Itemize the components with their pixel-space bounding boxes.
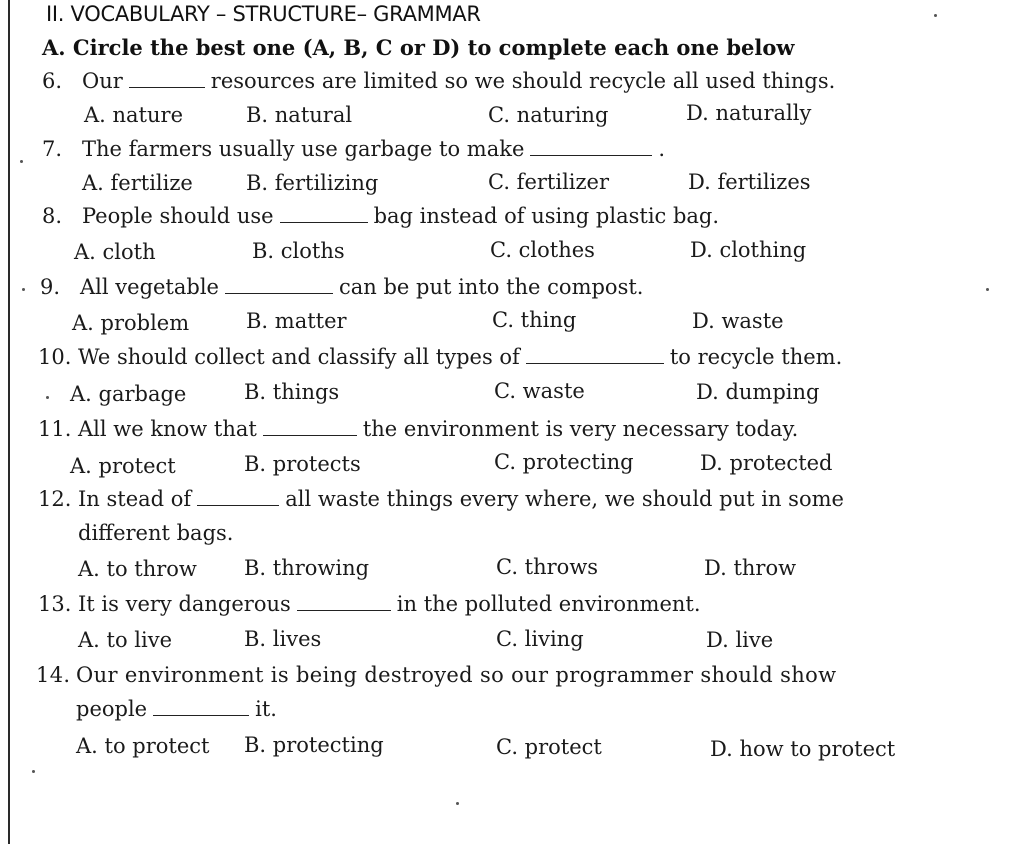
option-a[interactable]: A. to live	[78, 628, 172, 652]
option-b[interactable]: B. things	[244, 380, 340, 404]
answer-blank	[263, 434, 357, 436]
option-b[interactable]: B. fertilizing	[246, 171, 379, 195]
option-a[interactable]: A. protect	[70, 454, 176, 478]
option-d[interactable]: D. how to protect	[710, 737, 896, 761]
section-title: II. VOCABULARY – STRUCTURE– GRAMMAR	[46, 2, 481, 26]
instruction: A. Circle the best one (A, B, C or D) to complete each one below	[42, 35, 795, 60]
question-12-continuation: different bags.	[78, 521, 234, 545]
question-14	[36, 663, 836, 687]
option-c[interactable]: C. protect	[496, 735, 602, 759]
option-b[interactable]: B. matter	[246, 309, 347, 333]
answer-blank	[526, 362, 664, 364]
question-text-before: We should collect and classify all types of	[78, 345, 520, 369]
question-number: 7.	[42, 137, 63, 161]
scan-speck	[456, 802, 459, 805]
question-text-after: to recycle them.	[669, 345, 843, 369]
question-text-after: .	[658, 137, 666, 161]
answer-blank	[197, 504, 279, 506]
option-d[interactable]: D. protected	[700, 451, 833, 475]
question-number: 12.	[38, 487, 72, 511]
question-text-before: people	[76, 697, 148, 721]
question-number: 14.	[36, 663, 71, 687]
option-b[interactable]: B. cloths	[252, 239, 345, 263]
question-10	[38, 345, 842, 369]
question-text-after: bag instead of using plastic bag.	[373, 204, 720, 228]
scan-speck	[934, 14, 937, 17]
option-c[interactable]: C. fertilizer	[488, 170, 610, 194]
question-number: 9.	[40, 275, 61, 299]
option-c[interactable]: C. protecting	[494, 450, 634, 474]
scan-speck	[32, 770, 35, 773]
option-d[interactable]: D. fertilizes	[688, 170, 811, 194]
question-text-before: Our environment is being destroyed so our programmer should show	[76, 663, 837, 687]
option-b[interactable]: B. protecting	[244, 733, 384, 757]
option-d[interactable]: D. naturally	[686, 101, 812, 125]
option-a[interactable]: A. cloth	[74, 240, 156, 264]
question-number: 6.	[42, 69, 63, 93]
answer-blank	[530, 154, 652, 156]
question-number: 8.	[42, 204, 63, 228]
option-d[interactable]: D. clothing	[690, 238, 807, 262]
scan-speck	[46, 396, 49, 399]
option-a[interactable]: A. nature	[84, 103, 183, 127]
answer-blank	[297, 609, 391, 611]
question-text-after: resources are limited so we should recycle all used things.	[210, 69, 836, 93]
question-6	[42, 69, 835, 93]
question-11	[38, 417, 798, 441]
question-text-before: All vegetable	[80, 275, 219, 299]
question-text-before: People should use	[82, 204, 274, 228]
scan-speck	[20, 160, 23, 163]
option-c[interactable]: C. naturing	[488, 103, 609, 127]
question-number: 10.	[38, 345, 72, 369]
option-a[interactable]: A. to protect	[76, 734, 210, 758]
question-13	[38, 592, 701, 616]
option-d[interactable]: D. dumping	[696, 380, 820, 404]
question-14-continuation	[76, 697, 277, 721]
question-text-before: In stead of	[78, 487, 192, 511]
answer-blank	[280, 221, 368, 223]
option-a[interactable]: A. problem	[72, 311, 190, 335]
option-b[interactable]: B. lives	[244, 627, 322, 651]
question-number: 13.	[38, 592, 72, 616]
question-9	[40, 275, 643, 299]
question-text-before: Our	[82, 69, 123, 93]
option-b[interactable]: B. protects	[244, 452, 361, 476]
scan-speck	[986, 288, 989, 291]
question-8	[42, 204, 719, 228]
option-d[interactable]: D. live	[706, 628, 774, 652]
option-b[interactable]: B. natural	[246, 103, 353, 127]
answer-blank	[225, 292, 333, 294]
option-d[interactable]: D. throw	[704, 556, 797, 580]
option-c[interactable]: C. throws	[496, 555, 599, 579]
question-7	[42, 137, 665, 161]
question-12	[38, 487, 844, 511]
question-text-after: all waste things every where, we should put in some	[285, 487, 844, 511]
question-text-after: it.	[255, 697, 277, 721]
question-text-before: All we know that	[78, 417, 257, 441]
option-a[interactable]: A. fertilize	[82, 171, 193, 195]
option-c[interactable]: C. thing	[492, 308, 577, 332]
question-text-before: It is very dangerous	[78, 592, 291, 616]
binding-rule	[8, 0, 10, 844]
option-a[interactable]: A. garbage	[70, 382, 187, 406]
option-c[interactable]: C. living	[496, 627, 584, 651]
question-text-after: can be put into the compost.	[338, 275, 644, 299]
option-a[interactable]: A. to throw	[78, 557, 197, 581]
answer-blank	[129, 86, 205, 88]
question-number: 11.	[38, 417, 72, 441]
scan-speck	[22, 288, 25, 291]
question-text-before: The farmers usually use garbage to make	[82, 137, 525, 161]
answer-blank	[153, 714, 249, 716]
option-c[interactable]: C. waste	[494, 379, 585, 403]
option-b[interactable]: B. throwing	[244, 556, 370, 580]
question-text-after: in the polluted environment.	[396, 592, 701, 616]
option-d[interactable]: D. waste	[692, 309, 784, 333]
question-text-after: the environment is very necessary today.	[362, 417, 799, 441]
option-c[interactable]: C. clothes	[490, 238, 595, 262]
